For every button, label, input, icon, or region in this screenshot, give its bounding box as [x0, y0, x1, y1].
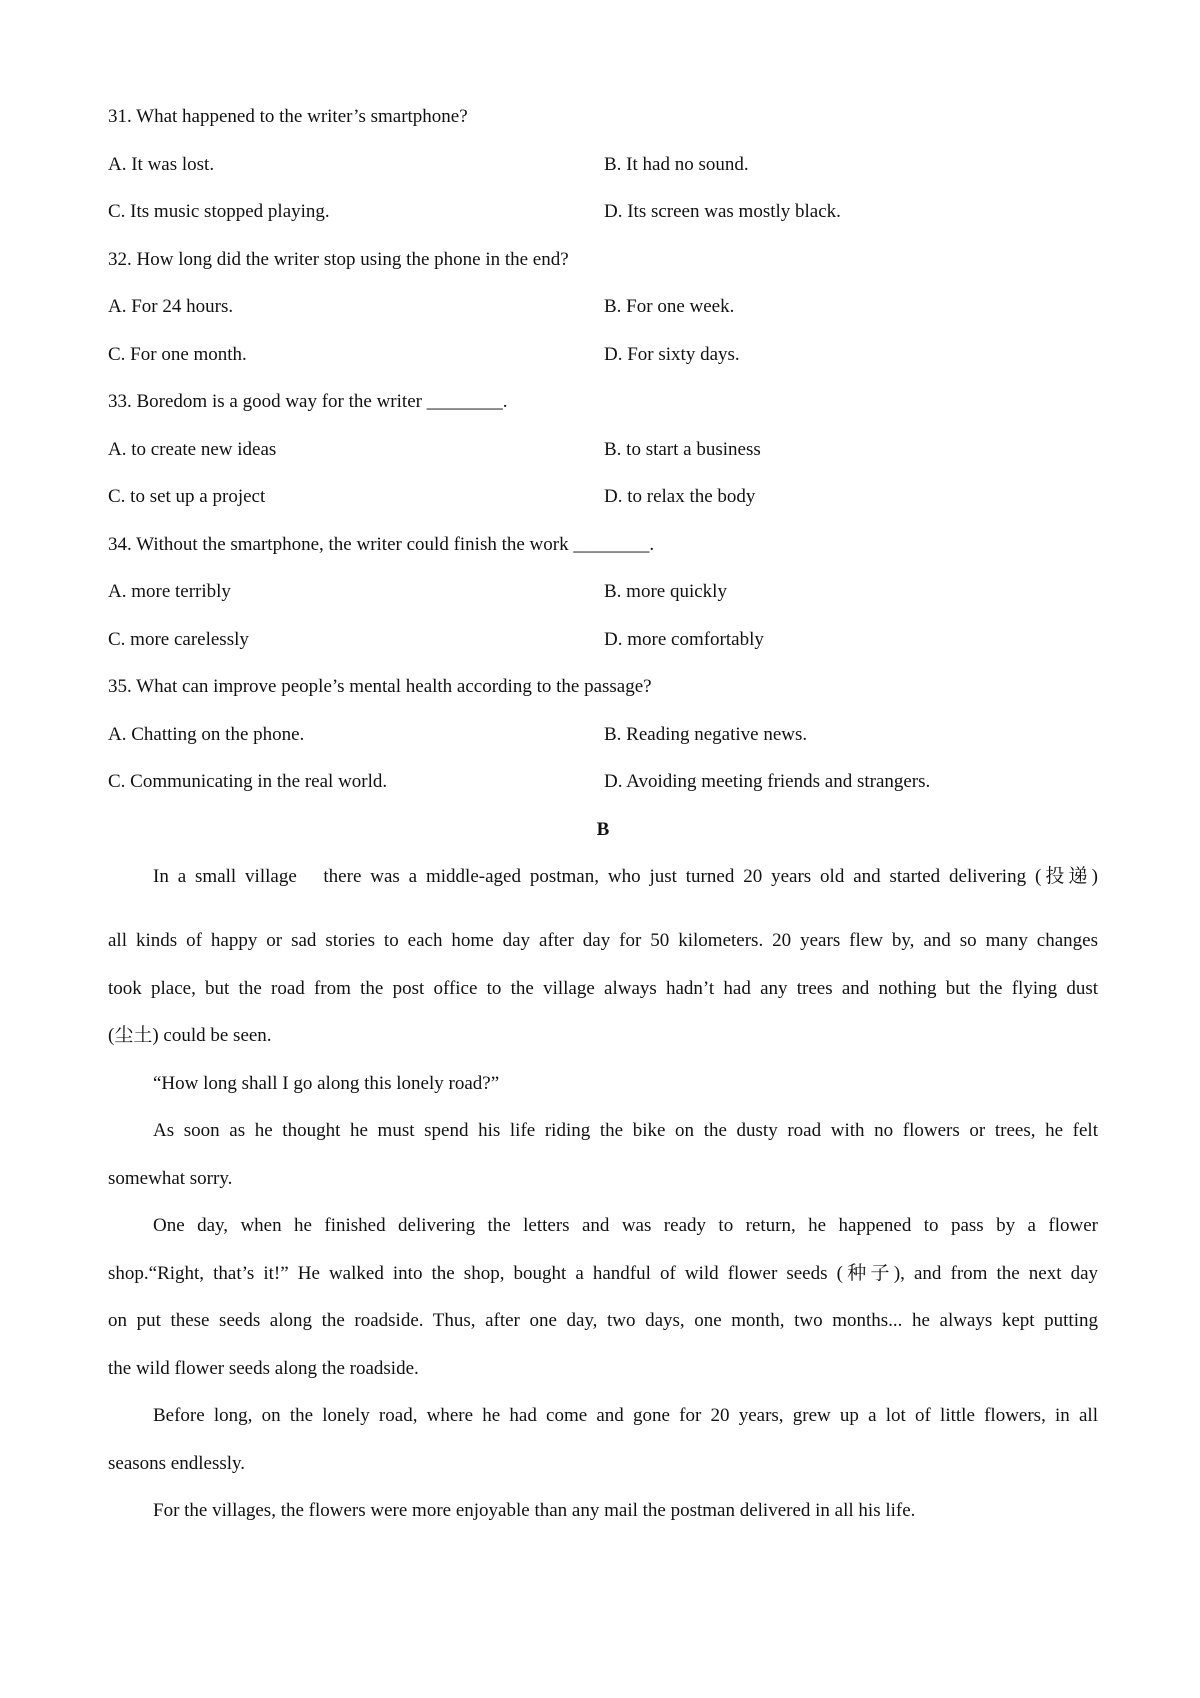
question-stem: 32. How long did the writer stop using the phone in the end? [108, 248, 569, 270]
paragraph-line: Before long, on the lonely road, where he had come and gone for 20 years, grew up a lot of little flowers, in all [153, 1405, 1098, 1426]
option-row [108, 758, 1098, 806]
option-row [108, 711, 1098, 759]
paragraph-line: For the villages, the flowers were more enjoyable than any mail the postman delivered in all his life. [153, 1500, 916, 1521]
answer-option-a: A. to create new ideas [108, 438, 277, 460]
answer-option-c: C. For one month. [108, 343, 247, 365]
question-stem: 31. What happened to the writer’s smartphone? [108, 106, 468, 127]
answer-option-d: D. to relax the body [604, 486, 756, 507]
question-stem: 33. Boredom is a good way for the writer ________. [108, 391, 508, 412]
question-stem: 35. What can improve people’s mental health according to the passage? [108, 676, 652, 697]
option-row [108, 331, 1098, 379]
answer-option-c: C. Its music stopped playing. [108, 201, 330, 222]
reading-passage [108, 853, 1098, 1535]
paragraph-line: “How long shall I go along this lonely road?” [153, 1072, 500, 1094]
option-row [108, 188, 1098, 236]
answer-option-c: C. to set up a project [108, 486, 266, 507]
paragraph-line: (尘土) could be seen. [108, 1025, 272, 1046]
paragraph [108, 1392, 1098, 1487]
paragraph [108, 853, 1098, 1060]
answer-option-b: B. It had no sound. [604, 153, 749, 175]
paragraph-line: on put these seeds along the roadside. Thus, after one day, two days, one month, two months... he always kept putting [108, 1310, 1098, 1331]
answer-option-a: A. It was lost. [108, 153, 215, 175]
option-row [108, 473, 1098, 521]
paragraph-line: the wild flower seeds along the roadside. [108, 1357, 419, 1379]
paragraph-line: shop.“Right, that’s it!” He walked into the shop, bought a handful of wild flower seeds (种子), and from the next day [108, 1262, 1098, 1284]
question-stem: 34. Without the smartphone, the writer could finish the work ________. [108, 533, 655, 555]
answer-option-d: D. more comfortably [604, 628, 764, 650]
paragraph [108, 1487, 1098, 1535]
paragraph-line: As soon as he thought he must spend his life riding the bike on the dusty road with no flowers or trees, he felt [153, 1120, 1098, 1141]
answer-option-d: D. Its screen was mostly black. [604, 201, 841, 222]
question-list [108, 93, 1098, 806]
paragraph [108, 1202, 1098, 1392]
paragraph [108, 1107, 1098, 1202]
paragraph-line: In a small village there was a middle-aged postman, who just turned 20 years old and started delivering (投递) [153, 866, 1098, 887]
answer-option-b: B. For one week. [604, 296, 735, 317]
answer-option-b: B. Reading negative news. [604, 723, 808, 745]
paragraph-line: took place, but the road from the post office to the village always hadn’t had any trees and nothing but the flying dust [108, 977, 1098, 999]
option-row [108, 141, 1098, 189]
option-row [108, 568, 1098, 616]
paragraph-line: somewhat sorry. [108, 1167, 233, 1189]
option-row [108, 426, 1098, 474]
answer-option-c: C. Communicating in the real world. [108, 771, 388, 792]
paragraph-line: One day, when he finished delivering the letters and was ready to return, he happened to pass by a flower [153, 1215, 1098, 1236]
answer-option-c: C. more carelessly [108, 628, 249, 650]
option-row [108, 283, 1098, 331]
paragraph [108, 1060, 1098, 1108]
answer-option-a: A. Chatting on the phone. [108, 723, 305, 745]
answer-option-a: A. more terribly [108, 581, 231, 602]
answer-option-d: D. Avoiding meeting friends and strangers. [604, 771, 931, 792]
answer-option-d: D. For sixty days. [604, 343, 740, 365]
answer-option-b: B. to start a business [604, 438, 761, 460]
paragraph-line: all kinds of happy or sad stories to each home day after day for 50 kilometers. 20 years flew by, and so many changes [108, 930, 1098, 951]
section-heading: B [596, 818, 610, 840]
answer-option-b: B. more quickly [604, 581, 727, 602]
paragraph-line: seasons endlessly. [108, 1452, 246, 1474]
exam-page [108, 93, 1098, 1535]
answer-option-a: A. For 24 hours. [108, 296, 234, 317]
option-row [108, 616, 1098, 664]
